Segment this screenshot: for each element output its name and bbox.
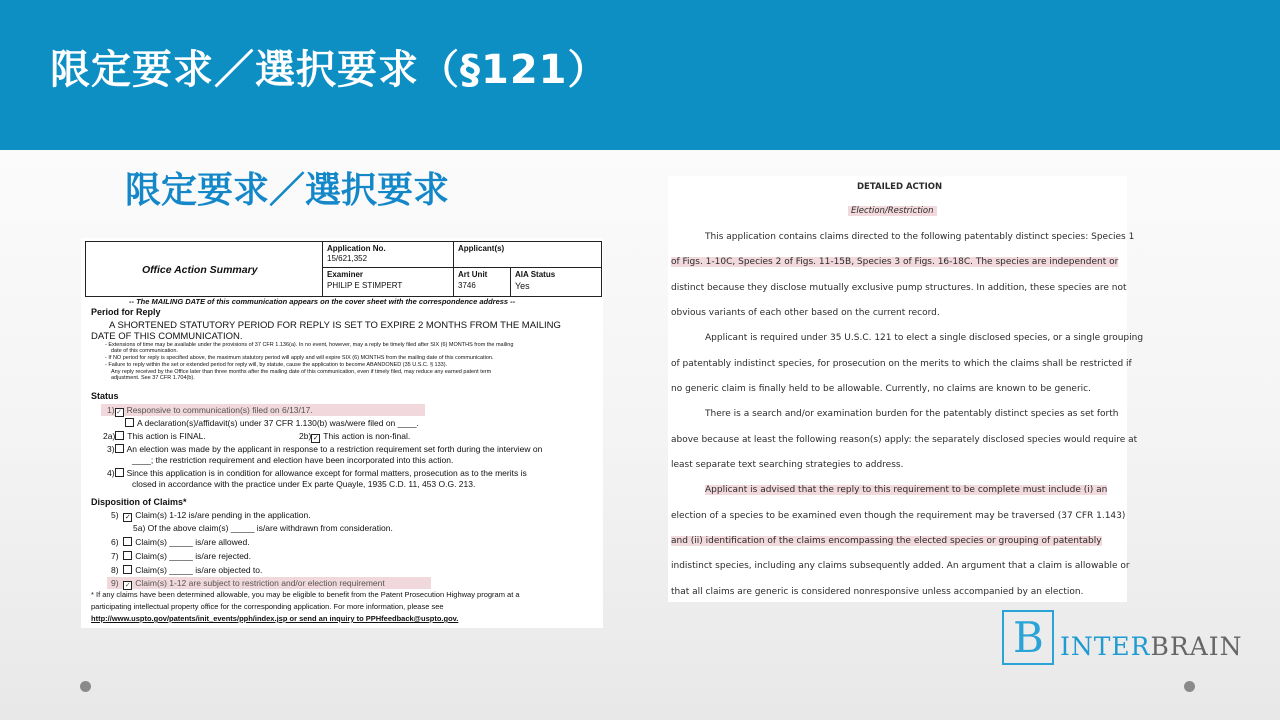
- da-line: of patentably indistinct species, for prosecution on the merits to which the claims shall be restricted if: [671, 359, 1132, 369]
- checkbox: [115, 468, 124, 477]
- da-line: There is a search and/or examination burden for the patentably distinct species as set forth: [705, 409, 1119, 419]
- status-item-3b: ____; the restriction requirement and election have been incorporated into this action.: [132, 455, 454, 465]
- da-line: election of a species to be examined even though the requirement may be traversed (37 CFR 1.143): [671, 511, 1126, 521]
- fine-print: - If NO period for reply is specified above, the maximum statutory period will apply and will expire SIX (6) MONTHS from the mailing date of this communication.: [105, 355, 494, 361]
- logo-wordmark: INTERBRAIN: [1060, 632, 1243, 661]
- decorative-dot: [1184, 681, 1195, 692]
- disp-item-5: 5) ✓ Claim(s) 1-12 is/are pending in the application.: [111, 510, 311, 521]
- da-heading: DETAILED ACTION: [857, 182, 943, 192]
- disp-item-5a: 5a) Of the above claim(s) _____ is/are withdrawn from consideration.: [133, 523, 393, 533]
- footnote-2: participating intellectual property office for the corresponding application. For more information, please see: [91, 602, 444, 611]
- disposition-heading: Disposition of Claims*: [91, 497, 187, 507]
- da-line: indistinct species, including any claims subsequently added. An argument that a claim is allowable or: [671, 561, 1130, 571]
- fine-print: - Extensions of time may be available under the provisions of 37 CFR 1.136(a). In no event, however, may a reply be timely filed after SIX (6) MONTHS from the mailing: [105, 342, 514, 348]
- oas-header-box: [85, 241, 602, 297]
- disp-item-9: 9) ✓ Claim(s) 1-12 are subject to restriction and/or election requirement: [111, 578, 385, 589]
- period-line-2: DATE OF THIS COMMUNICATION.: [91, 331, 243, 342]
- period-heading: Period for Reply: [91, 307, 161, 317]
- fine-print: - Failure to reply within the set or extended period for reply will, by statute, cause the application to become ABANDONED (35 U.S.C. § 133).: [105, 362, 448, 368]
- art-unit-label: Art Unit: [458, 270, 488, 279]
- office-action-summary-image: [81, 238, 603, 628]
- app-no-value: 15/621,352: [327, 254, 368, 263]
- examiner-value: PHILIP E STIMPERT: [327, 281, 403, 290]
- fine-print: Any reply received by the Office later than three months after the mailing date of this communication, even if timely filed, may reduce any earned patent term: [111, 369, 492, 375]
- applicant-label: Applicant(s): [458, 244, 505, 253]
- status-item-4b: closed in accordance with the practice under Ex parte Quayle, 1935 C.D. 11, 453 O.G. 213.: [132, 479, 476, 489]
- da-line: and (ii) identification of the claims encompassing the elected species or grouping of patentably: [671, 536, 1102, 546]
- status-item-1b: A declaration(s)/affidavit(s) under 37 CFR 1.130(b) was/were filed on ____.: [125, 418, 419, 428]
- divider: [510, 267, 511, 296]
- detailed-action-image: [668, 176, 1144, 602]
- status-heading: Status: [91, 391, 119, 401]
- fine-print: adjustment. See 37 CFR 1.704(b).: [111, 375, 195, 381]
- aia-label: AIA Status: [515, 270, 556, 279]
- status-item-1: 1) ✓ Responsive to communication(s) filed on 6/13/17.: [107, 405, 313, 416]
- status-item-2a: 2a) This action is FINAL.: [103, 431, 206, 441]
- period-line-1: A SHORTENED STATUTORY PERIOD FOR REPLY IS SET TO EXPIRE 2 MONTHS FROM THE MAILING: [109, 320, 561, 331]
- interbrain-logo: [1002, 608, 1262, 668]
- checkbox: [123, 551, 132, 560]
- slide-subtitle: 限定要求／選択要求: [125, 170, 450, 211]
- mailing-note: -- The MAILING DATE of this communication appears on the cover sheet with the correspondence address --: [129, 297, 516, 306]
- checkbox-checked: ✓: [116, 409, 122, 416]
- da-line: This application contains claims directed to the following patentably distinct species: Species 1: [705, 232, 1135, 242]
- checkbox-checked: ✓: [312, 435, 319, 442]
- disp-item-7: 7) Claim(s) _____ is/are rejected.: [111, 551, 252, 561]
- checkbox-checked: ✓: [124, 582, 131, 589]
- checkbox: [125, 418, 134, 427]
- title-bar: [0, 0, 1280, 150]
- status-item-4: 4) Since this application is in condition for allowance except for formal matters, prosecution as to the merits is: [107, 468, 527, 478]
- checkbox: [115, 431, 124, 440]
- da-line: Applicant is advised that the reply to this requirement to be complete must include (i) an: [705, 485, 1108, 495]
- logo-mark: [1002, 610, 1054, 665]
- disp-item-6: 6) Claim(s) _____ is/are allowed.: [111, 537, 250, 547]
- checkbox: [123, 565, 132, 574]
- da-line: Applicant is required under 35 U.S.C. 121 to elect a single disclosed species, or a single grouping: [705, 333, 1144, 343]
- checkbox-checked: ✓: [124, 514, 131, 521]
- checkbox: [123, 537, 132, 546]
- divider: [322, 242, 323, 296]
- fine-print: date of this communication.: [111, 348, 178, 354]
- app-no-label: Application No.: [327, 244, 386, 253]
- disp-item-8: 8) Claim(s) _____ is/are objected to.: [111, 565, 263, 575]
- status-item-3: 3) An election was made by the applicant in response to a restriction requirement set forth during the interview on: [107, 444, 543, 454]
- oas-title: Office Action Summary: [142, 264, 258, 276]
- logo-letter: B: [1013, 613, 1044, 662]
- divider: [453, 242, 454, 296]
- art-unit-value: 3746: [458, 281, 476, 290]
- da-line: above because at least the following reason(s) apply: the separately disclosed species would require at: [671, 435, 1138, 445]
- aia-value: Yes: [515, 281, 530, 291]
- decorative-dot: [80, 681, 91, 692]
- da-line: no generic claim is finally held to be allowable. Currently, no claims are known to be generic.: [671, 384, 1091, 394]
- da-line: of Figs. 1-10C, Species 2 of Figs. 11-15B, Species 3 of Figs. 16-18C. The species are independent or: [671, 257, 1119, 267]
- footnote-1: * If any claims have been determined allowable, you may be eligible to benefit from the Patent Prosecution Highway program at a: [91, 590, 520, 599]
- da-line: that all claims are generic is considered nonresponsive unless accompanied by an election.: [671, 587, 1084, 597]
- footnote-3: http://www.uspto.gov/patents/init_events/pph/index.jsp or send an inquiry to PPHfeedback@uspto.gov.: [91, 614, 459, 623]
- slide-title: 限定要求／選択要求（§121）: [50, 47, 609, 93]
- examiner-label: Examiner: [327, 270, 364, 279]
- da-line: obvious variants of each other based on the current record.: [671, 308, 940, 318]
- da-line: least separate text searching strategies to address.: [671, 460, 904, 470]
- status-item-2b: 2b) ✓ This action is non-final.: [299, 431, 411, 442]
- checkbox: [115, 444, 124, 453]
- da-subheading: Election/Restriction: [848, 206, 937, 216]
- da-line: distinct because they disclose mutually exclusive pump structures. In addition, these species are not: [671, 283, 1127, 293]
- divider: [322, 267, 601, 268]
